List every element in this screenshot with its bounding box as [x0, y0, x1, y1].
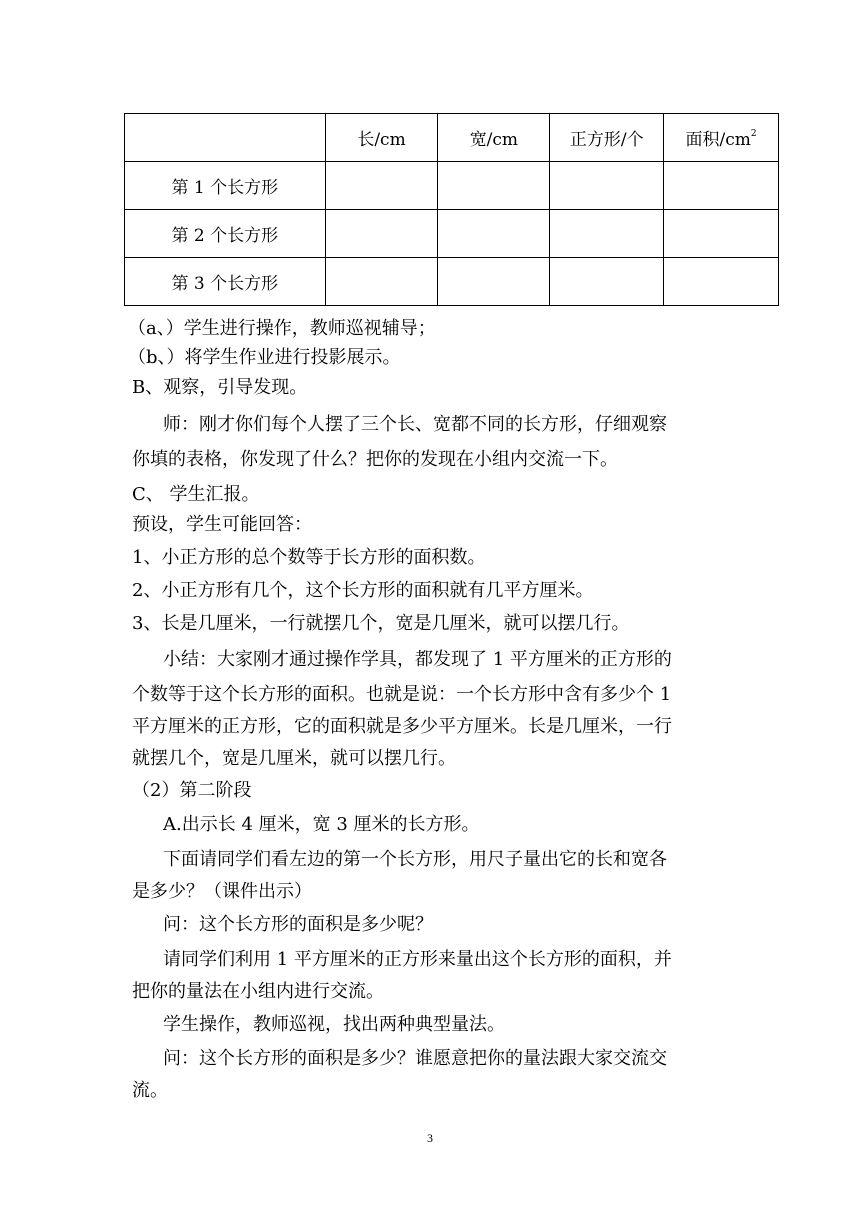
header-cell-length: 长/cm	[325, 114, 438, 162]
table-cell	[325, 210, 438, 258]
text-line: 是多少？（课件出示）	[132, 881, 312, 902]
header-cell-squares: 正方形/个	[550, 114, 664, 162]
table-cell	[325, 162, 438, 210]
header-cell-area	[664, 114, 779, 162]
header-cell-empty	[125, 114, 326, 162]
table-row	[125, 258, 779, 306]
table-cell	[550, 210, 664, 258]
header-cell-width: 宽/cm	[438, 114, 550, 162]
text-line: 请同学们利用 1 平方厘米的正方形来量出这个长方形的面积，并	[163, 949, 672, 970]
table-cell	[438, 258, 550, 306]
text-line: 问：这个长方形的面积是多少？谁愿意把你的量法跟大家交流交	[163, 1048, 667, 1069]
table-cell	[550, 258, 664, 306]
text-line: （a、）学生进行操作，教师巡视辅导；	[128, 318, 436, 339]
text-line: 师：刚才你们每个人摆了三个长、宽都不同的长方形，仔细观察	[163, 414, 667, 435]
text-line: 流。	[132, 1080, 168, 1101]
text-line: （2）第二阶段	[132, 780, 252, 801]
text-line: B、观察，引导发现。	[132, 377, 308, 398]
text-line: 把你的量法在小组内进行交流。	[132, 981, 384, 1002]
text-line: 就摆几个，宽是几厘米，就可以摆几行。	[132, 748, 456, 769]
table-cell	[664, 210, 779, 258]
text-line: 你填的表格，你发现了什么？把你的发现在小组内交流一下。	[132, 449, 618, 470]
text-line: C、 学生汇报。	[132, 484, 260, 505]
table-cell	[664, 258, 779, 306]
table-header-row	[125, 114, 779, 162]
table-cell	[438, 210, 550, 258]
text-line: 平方厘米的正方形，它的面积就是多少平方厘米。长是几厘米，一行	[132, 716, 672, 737]
row-label: 第 1 个长方形	[125, 162, 326, 210]
text-line: 1、小正方形的总个数等于长方形的面积数。	[132, 547, 486, 568]
text-line: 预设，学生可能回答：	[132, 514, 312, 535]
table-cell	[325, 258, 438, 306]
text-line: 个数等于这个长方形的面积。也就是说：一个长方形中含有多少个 1	[132, 684, 672, 705]
page-number: 3	[427, 1131, 433, 1145]
text-line: 3、长是几厘米，一行就摆几个，宽是几厘米，就可以摆几行。	[132, 613, 630, 634]
table-cell	[664, 162, 779, 210]
text-line: （b、）将学生作业进行投影展示。	[128, 347, 401, 368]
text-line: 问：这个长方形的面积是多少呢？	[163, 914, 433, 935]
text-line: 下面请同学们看左边的第一个长方形，用尺子量出它的长和宽各	[163, 849, 667, 870]
table-cell	[438, 162, 550, 210]
measurement-table	[124, 113, 779, 306]
row-label: 第 2 个长方形	[125, 210, 326, 258]
text-line: A.出示长 4 厘米，宽 3 厘米的长方形。	[163, 814, 480, 835]
row-label: 第 3 个长方形	[125, 258, 326, 306]
text-line: 2、小正方形有几个，这个长方形的面积就有几平方厘米。	[132, 580, 594, 601]
table-row	[125, 210, 779, 258]
table-cell	[550, 162, 664, 210]
area-label: 面积/cm	[685, 130, 751, 150]
text-line: 小结：大家刚才通过操作学具，都发现了 1 平方厘米的正方形的	[163, 649, 672, 670]
area-unit-exponent: 2	[750, 129, 757, 139]
table-row	[125, 162, 779, 210]
text-line: 学生操作，教师巡视，找出两种典型量法。	[163, 1014, 505, 1035]
